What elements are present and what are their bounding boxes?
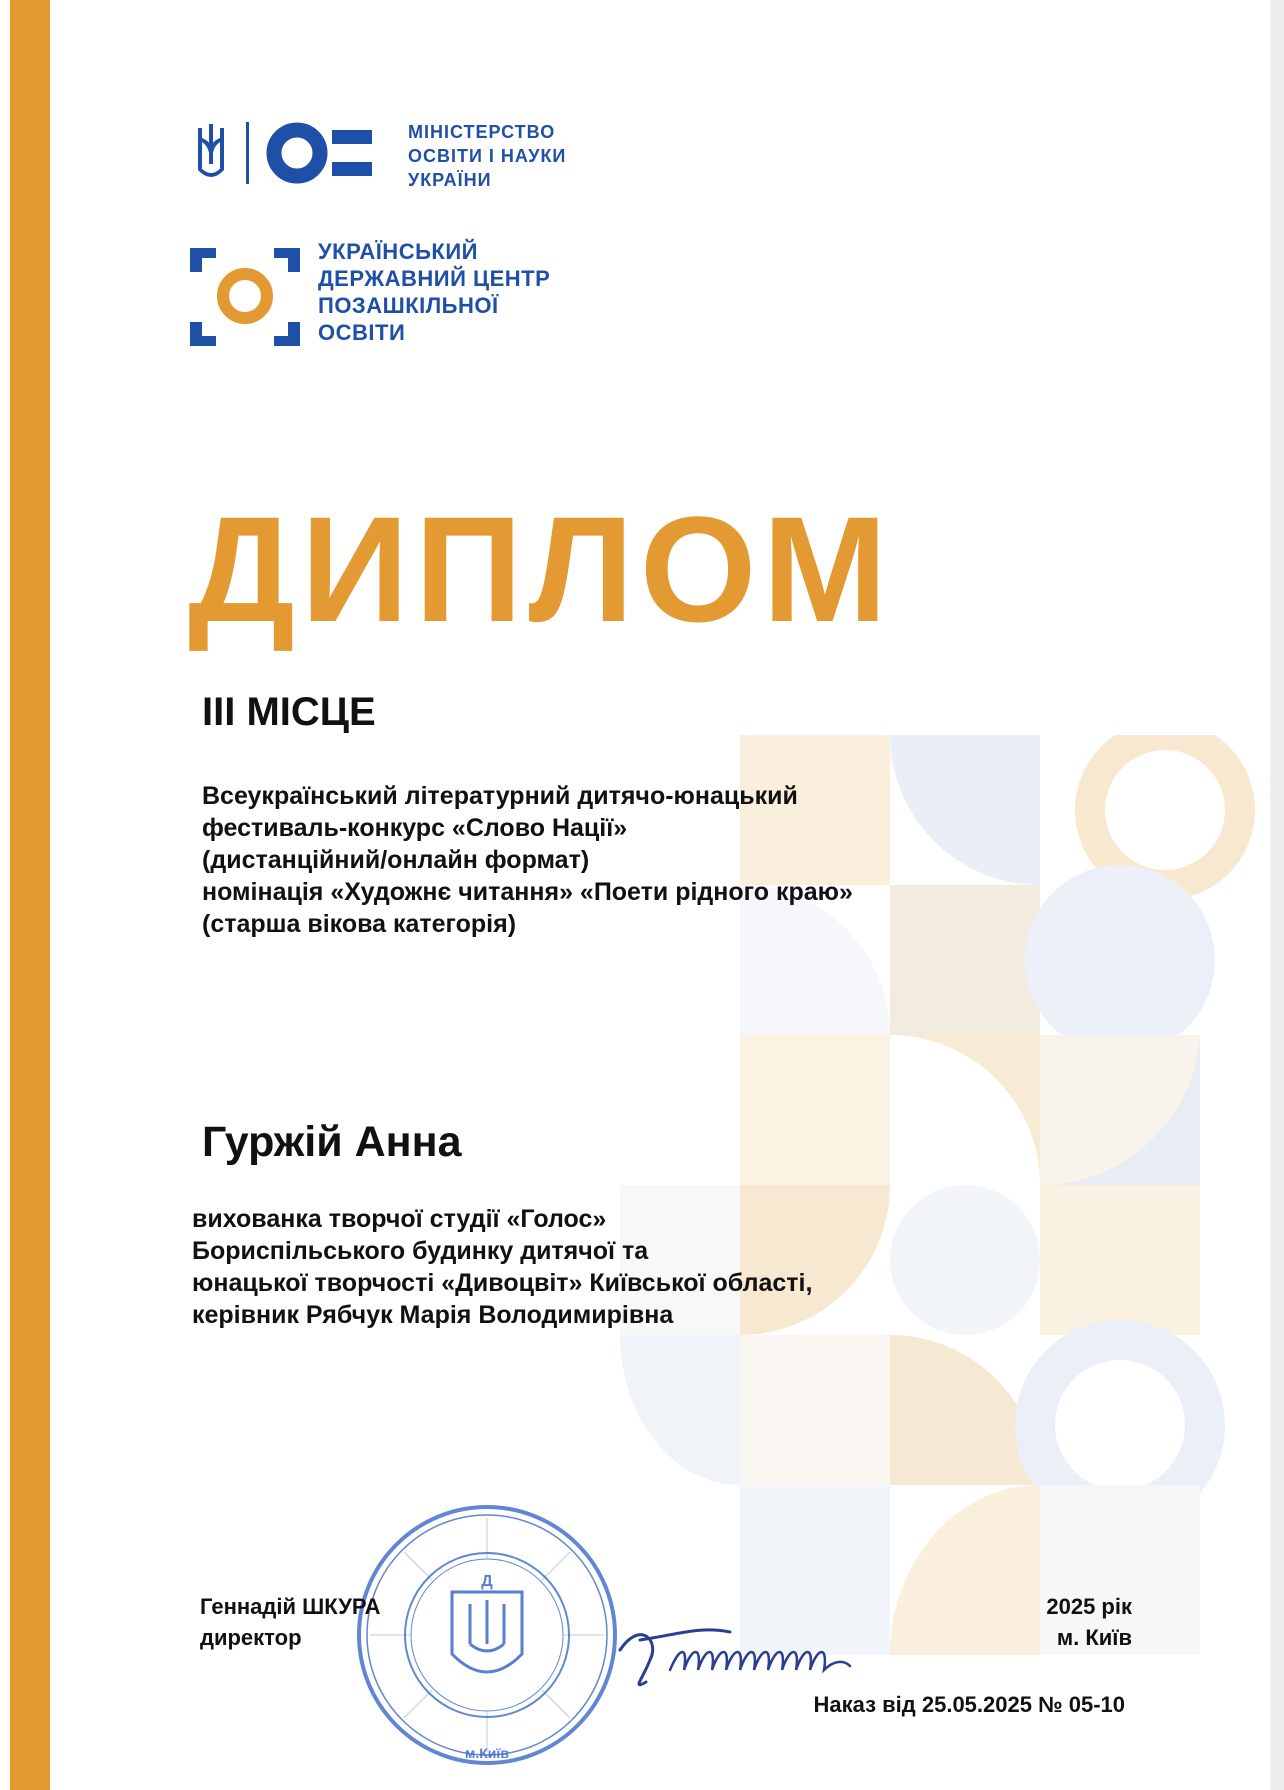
signer-role: директор bbox=[200, 1625, 302, 1650]
svg-text:м.Київ: м.Київ bbox=[465, 1745, 509, 1761]
order-reference: Наказ від 25.05.2025 № 05-10 bbox=[813, 1692, 1125, 1717]
date-place-block bbox=[1046, 1591, 1132, 1653]
recipient-affiliation bbox=[192, 1203, 812, 1331]
ministry-name-line: ОСВІТИ І НАУКИ bbox=[408, 146, 567, 166]
director-signature bbox=[610, 1610, 930, 1700]
signer-name: Геннадій ШКУРА bbox=[200, 1594, 381, 1619]
competition-line: (дистанційний/онлайн формат) bbox=[202, 846, 590, 874]
place-heading: III МІСЦЕ bbox=[202, 690, 376, 734]
ministry-logo-mark bbox=[190, 118, 400, 190]
ministry-name-line: УКРАЇНИ bbox=[408, 170, 492, 190]
svg-text:Д: Д bbox=[481, 1573, 493, 1590]
issue-city: м. Київ bbox=[1056, 1625, 1132, 1650]
competition-line: номінація «Художнє читання» «Поети рідного краю» bbox=[202, 878, 853, 906]
affiliation-line: Бориспільського будинку дитячої та bbox=[192, 1237, 649, 1265]
signer-block bbox=[200, 1591, 381, 1653]
issue-year: 2025 рік bbox=[1046, 1594, 1132, 1619]
official-stamp bbox=[352, 1500, 622, 1770]
center-name-line: УКРАЇНСЬКИЙ bbox=[318, 239, 478, 264]
competition-description bbox=[202, 780, 1102, 940]
center-name-line: ПОЗАШКІЛЬНОЇ bbox=[318, 293, 499, 318]
center-name-line: ДЕРЖАВНИЙ ЦЕНТР bbox=[318, 266, 551, 291]
competition-line: (старша вікова категорія) bbox=[202, 910, 517, 938]
affiliation-line: юнацької творчості «Дивоцвіт» Київської області, bbox=[192, 1269, 813, 1297]
recipient-name: Гуржій Анна bbox=[202, 1118, 462, 1166]
center-logo-mark bbox=[190, 238, 300, 348]
competition-line: Всеукраїнський літературний дитячо-юнацький bbox=[202, 782, 798, 810]
ministry-name-line: МІНІСТЕРСТВО bbox=[408, 122, 556, 142]
ministry-logo bbox=[190, 118, 570, 190]
document-title: ДИПЛОМ bbox=[188, 485, 894, 653]
affiliation-line: керівник Рябчук Марія Володимирівна bbox=[192, 1301, 674, 1329]
center-logo bbox=[190, 238, 610, 348]
center-name-line: ОСВІТИ bbox=[318, 320, 406, 345]
affiliation-line: вихованка творчої студії «Голос» bbox=[192, 1205, 607, 1233]
competition-line: фестиваль-конкурс «Слово Нації» bbox=[202, 814, 628, 842]
left-accent-stripe bbox=[10, 0, 50, 1790]
